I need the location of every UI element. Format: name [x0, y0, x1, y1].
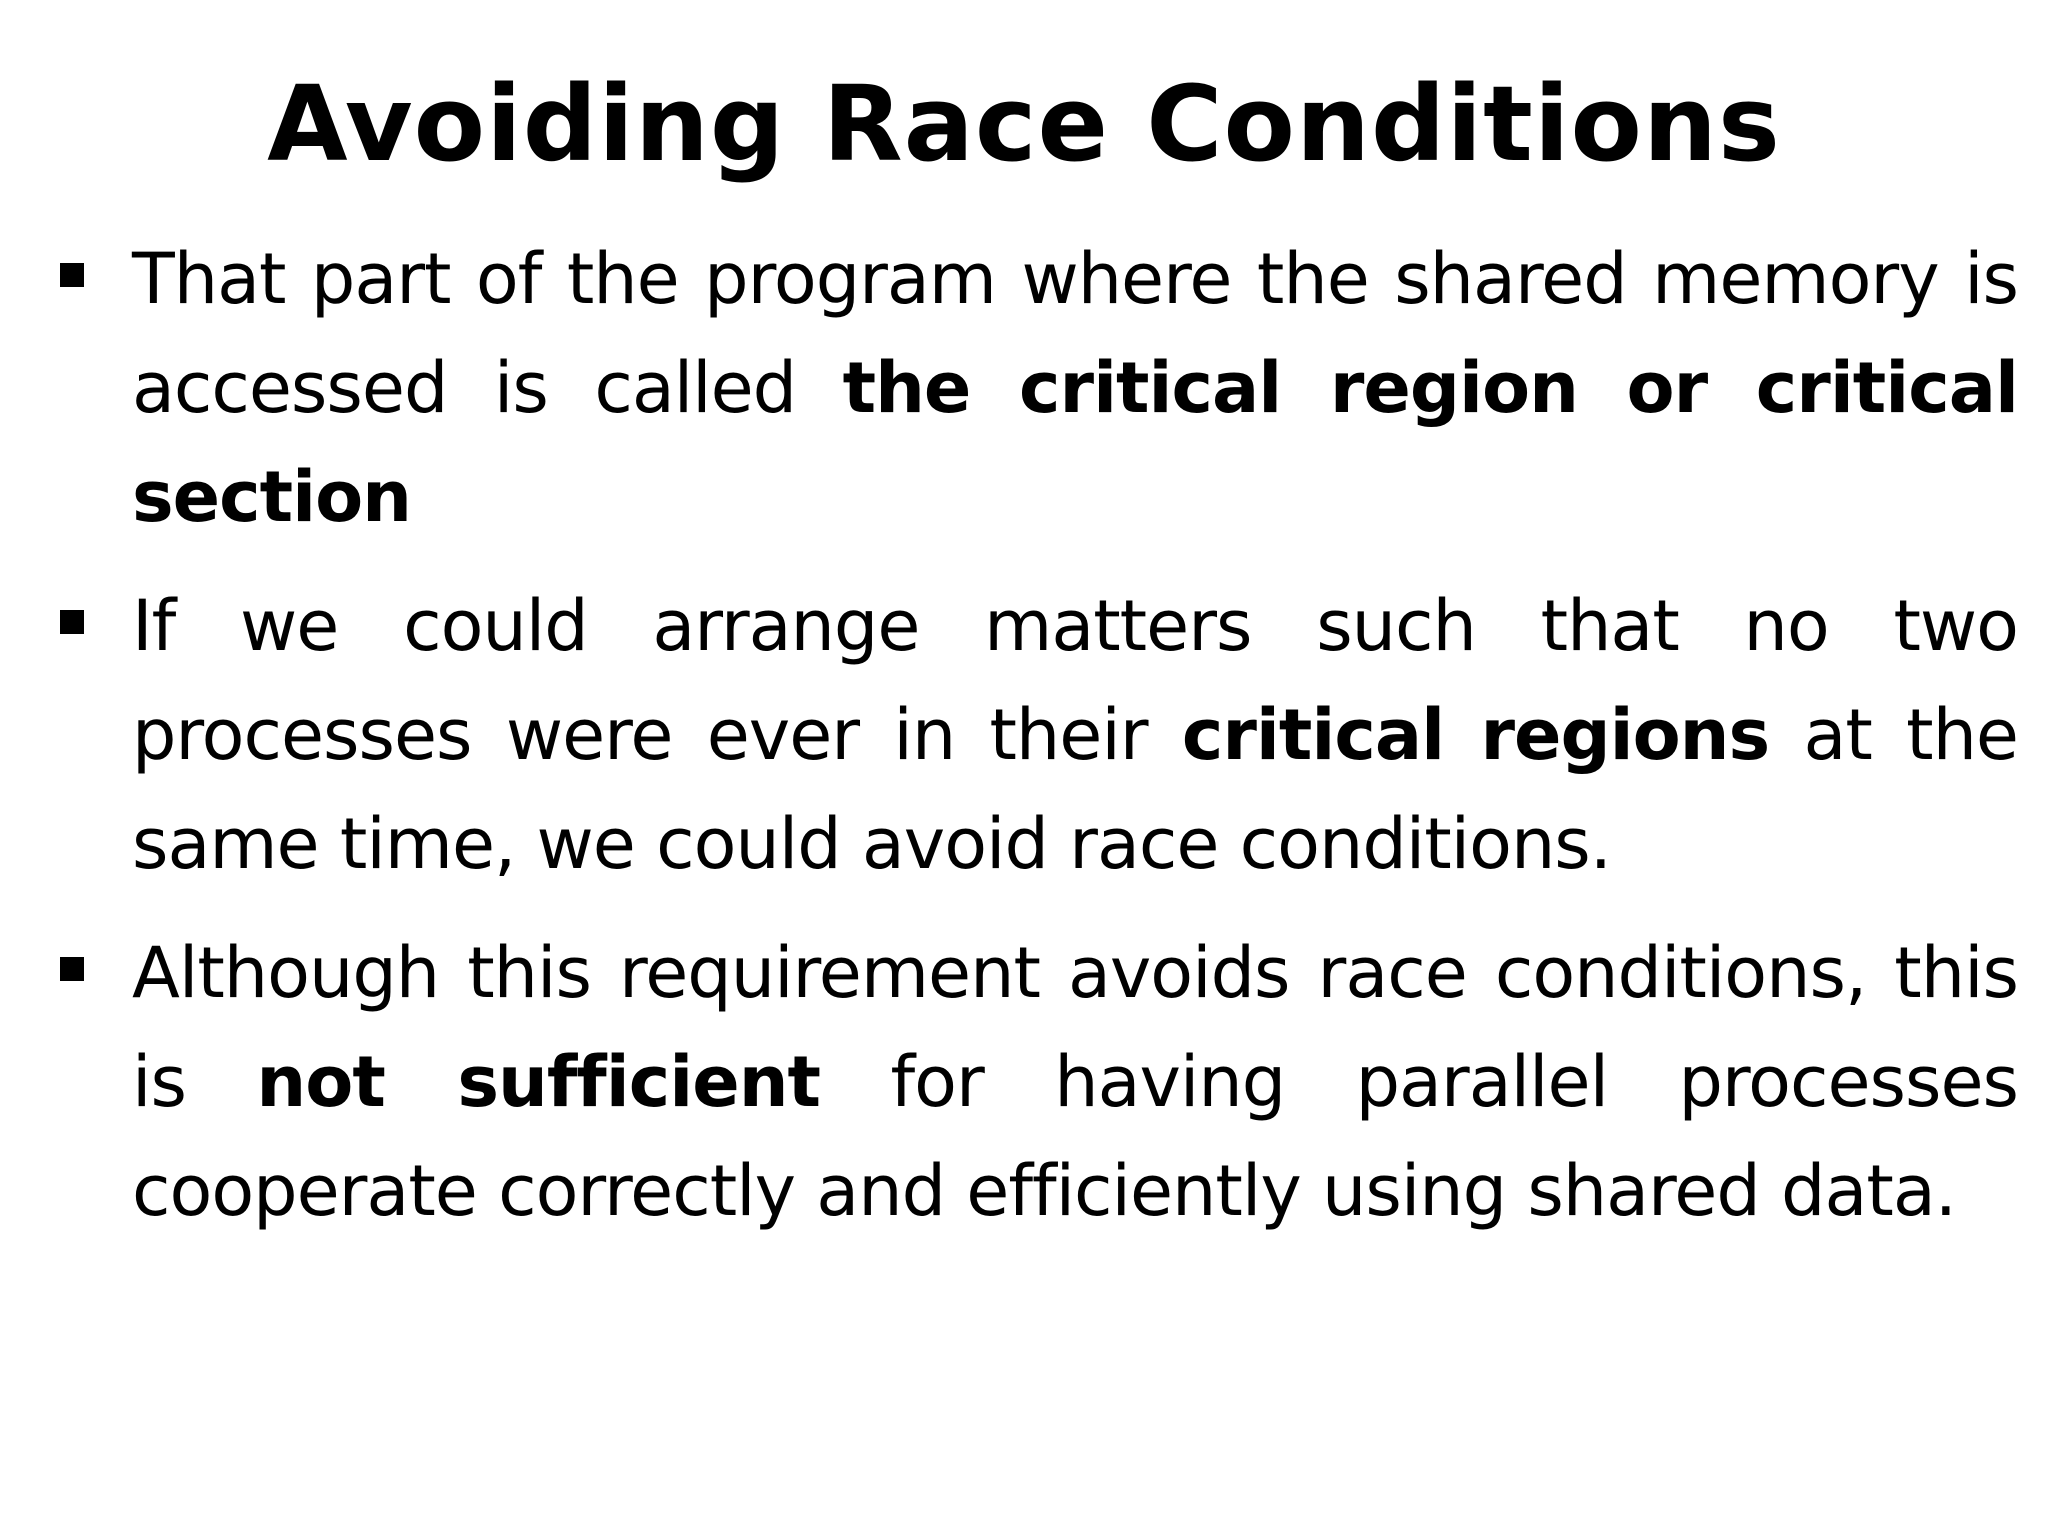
square-bullet-icon — [60, 957, 84, 981]
bullet-text-emphasis: the critical region or critical section — [132, 347, 2018, 538]
bullet-text — [132, 919, 2018, 1246]
bullet-text-plain: If we could arrange matters such that no two processes were ever in their — [132, 585, 2018, 776]
bullet-text — [132, 225, 2018, 552]
bullet-text-emphasis: critical regions — [1181, 694, 1770, 776]
square-bullet-icon — [60, 263, 84, 287]
bullet-list — [0, 225, 2048, 1266]
bullet-text-emphasis: not sufficient — [256, 1041, 821, 1123]
bullet-text-plain: at the same time, we could avoid race conditions. — [132, 694, 2018, 885]
bullet-text-plain: for having parallel processes cooperate correctly and efficiently using shared data. — [132, 1041, 2019, 1232]
bullet-item-avoid-race — [0, 572, 2048, 899]
bullet-text — [132, 572, 2018, 899]
square-bullet-icon — [60, 610, 84, 634]
slide-title: Avoiding Race Conditions — [267, 63, 1781, 185]
bullet-item-not-sufficient — [0, 919, 2048, 1246]
bullet-text-plain: That part of the program where the shared memory is accessed is called — [132, 238, 2018, 429]
bullet-item-critical-region — [0, 225, 2048, 552]
bullet-text-plain: Although this requirement avoids race conditions, this is — [132, 932, 2018, 1123]
